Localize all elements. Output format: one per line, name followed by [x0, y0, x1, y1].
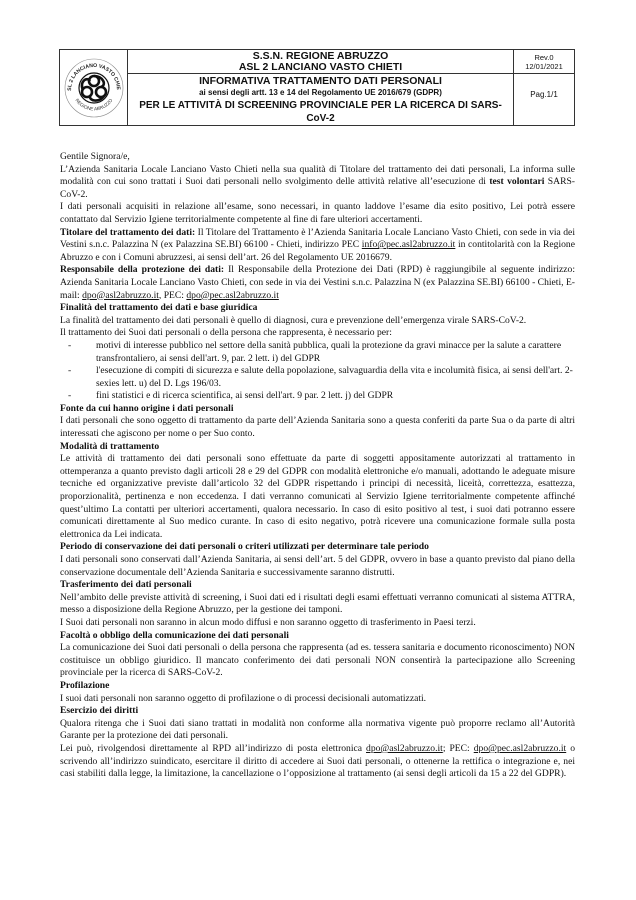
- rpd-paragraph: [60, 264, 575, 302]
- diritti-email-link[interactable]: dpo@asl2abruzzo.it: [366, 742, 443, 754]
- finalita-list-item: - motivi di interesse pubblico nel settore della sanità pubblica, quali la protezione da gravi minacce per la salute a carattere transfrontaliero, ai sensi dell'art. 9, par. 2 lett. i) del GDPR: [96, 340, 575, 365]
- document-body: [60, 151, 575, 781]
- trasferimento-text-2: I Suoi dati personali non saranno in alcun modo diffusi e non saranno oggetto di trasferimento in Paesi terzi.: [60, 616, 476, 628]
- asl-logo-seal: [63, 57, 125, 119]
- titolare-text: Il Titolare del Trattamento è l’Azienda Sanitaria Locale Lanciano Vasto Chieti, con sede in via dei Vestini s.n.c. Palazzina N (ex Palazzina SE.BI) 66100 - Chieti, indirizzo PEC: [60, 226, 575, 251]
- trasferimento-text-1: Nell’ambito delle previste attività di screening, i Suoi dati ed i risultati degli esami effettuati verranno comunicati al sistema ATTRA, messo a disposizione della Regione Abruzzo, per la gestione dei tamponi.: [60, 591, 575, 616]
- section-heading-profilazione: Profilazione: [60, 679, 110, 691]
- intro-bold-text: test volontari: [489, 176, 545, 188]
- diritti-text-end: o scrivendo all’indirizzo suindicato, esercitare il diritto di accedere ai Suoi dati personali, o ottenerne la rettifica o integrazione e, nei casi stabiliti dalla legge, la limitazione, la cancellazione o l’opposizione al trattamento (ai sensi degli articoli da 15 a 22 del GDPR).: [60, 742, 575, 780]
- necessity-paragraph: I dati personali acquisiti in relazione all’esame, sono necessari, in quanto laddove l’esame dia esito positivo, Lei potrà essere contattato dal Servizio Igiene territorialmente competente al fine di fare ulteriori accertamenti.: [60, 201, 575, 225]
- intro-text: L’Azienda Sanitaria Locale Lanciano Vasto Chieti nella sua qualità di Titolare del trattamento dei dati personali, La informa sulle modalità con cui sono trattati i Suoi dati personali nello svolgimento delle attività relative all’esecuzione di: [60, 163, 575, 188]
- rpd-text-mid: , PEC:: [158, 289, 187, 301]
- greeting: Gentile Signora/e,: [60, 151, 130, 162]
- document-scope: PER LE ATTIVITÀ DI SCREENING PROVINCIALE PER LA RICERCA DI SARS-CoV-2: [139, 100, 502, 124]
- titolare-label: Titolare del trattamento dei dati:: [60, 226, 196, 238]
- rpd-email-link[interactable]: dpo@asl2abruzzo.it: [82, 289, 159, 301]
- document-header-table: [59, 49, 575, 126]
- finalita-list-item: - fini statistici e di ricerca scientifica, ai sensi dell'art. 9 par. 2 lett. j) del GDPR: [96, 390, 575, 403]
- page-number: Pag.1/1: [530, 90, 558, 99]
- header-asl-line: ASL 2 LANCIANO VASTO CHIETI: [238, 61, 403, 73]
- section-heading-facolta: Facoltà o obbligo della comunicazione dei dati personali: [60, 629, 289, 641]
- section-heading-periodo: Periodo di conservazione dei dati personali o criteri utilizzati per determinare tale periodo: [60, 541, 429, 553]
- logo-text-bottom: REGIONE ABRUZZO: [74, 97, 114, 111]
- revision-label: Rev.0: [534, 53, 554, 62]
- titolare-text-end: in contitolarità con la Regione Abruzzo e con i Comuni abruzzesi, ai sensi dell’art. 26 del Regolamento UE 2016679.: [60, 239, 575, 263]
- section-heading-fonte: Fonte da cui hanno origine i dati personali: [60, 402, 234, 414]
- diritti-paragraph: [60, 743, 575, 781]
- logo-text-top: SL 2 LANCIANO VASTO CHIE: [66, 62, 121, 91]
- finalita-list-item: - l'esecuzione di compiti di sicurezza e salute della popolazione, salvaguardia della vita e incolumità fisica, ai sensi dell'art. 2-sexies lett. u) del D. Lgs 196/03.: [96, 365, 575, 390]
- rpd-text: Il Responsabile della Protezione dei Dati (RPD) è raggiungibile al seguente indirizzo: Azienda Sanitaria Locale Lanciano Vasto Chieti, con sede in via dei Vestini s.n.c. Palazzina N (ex Palazzina SE.BI) 66100 - Chieti, E-mail:: [60, 264, 575, 301]
- profilazione-text: I suoi dati personali non saranno oggetto di profilazione o di processi decisionali automatizzati.: [60, 692, 427, 704]
- finalita-list: [60, 340, 575, 403]
- periodo-text: I dati personali sono conservati dall’Azienda Sanitaria, ai sensi dell’art. 5 del GDPR, ovvero in base a quanto previsto dal piano della conservazione documentale dell’Azienda Sanitaria e successivamente saranno distrutti.: [60, 554, 575, 578]
- document-subtitle: ai sensi degli artt. 13 e 14 del Regolamento UE 2016/679 (GDPR): [199, 88, 442, 97]
- section-heading-modalita: Modalità di trattamento: [60, 440, 160, 452]
- logo-cell: [60, 50, 128, 125]
- titolare-paragraph: [60, 227, 575, 265]
- intro-text-end: SARS-CoV-2.: [60, 176, 576, 200]
- header-meta-cell: [514, 50, 574, 125]
- revision-date: 12/01/2021: [525, 62, 563, 71]
- finalita-intro: Il trattamento dei Suoi dati personali o della persona che rappresenta, è necessario per:: [60, 327, 392, 339]
- facolta-text: La comunicazione dei Suoi dati personali o della persona che rappresenta (ad es. tessera sanitaria e documento riconoscimento) NON costituisce un obbligo giuridico. Il mancato conferimento dei dati personali NON consentirà la partecipazione allo Screening provinciale per la ricerca di SARS-CoV-2.: [60, 642, 575, 679]
- diritti-text: Lei può, rivolgendosi direttamente al RPD all’indirizzo di posta elettronica: [60, 742, 367, 754]
- rpd-label: Responsabile della protezione dei dati:: [60, 264, 225, 276]
- finalita-text: La finalità del trattamento dei dati personali è quello di diagnosi, cura e prevenzione dell’emergenza virale SARS-CoV-2.: [60, 314, 527, 326]
- section-heading-trasferimento: Trasferimento dei dati personali: [60, 579, 192, 591]
- diritti-text-mid: ; PEC:: [442, 742, 474, 754]
- rpd-pec-link[interactable]: dpo@pec.asl2abruzzo.it: [186, 289, 279, 301]
- intro-paragraph: [60, 164, 575, 202]
- fonte-text: I dati personali che sono oggetto di trattamento da parte dell’Azienda Sanitaria sono a questa conferiti da parte Sua o da parte di altri interessati che agiscono per nome o per Suo conto.: [60, 415, 575, 440]
- section-heading-finalita: Finalità del trattamento dei dati e base giuridica: [60, 302, 258, 314]
- document-title: INFORMATIVA TRATTAMENTO DATI PERSONALI: [199, 75, 442, 87]
- diritti-pec-link[interactable]: dpo@pec.asl2abruzzo.it: [473, 742, 567, 754]
- diritti-text-1: Qualora ritenga che i Suoi dati siano trattati in modalità non conforme alla normativa vigente può proporre reclamo all’Autorità Garante per la protezione dei dati personali.: [60, 717, 575, 742]
- modalita-text: Le attività di trattamento dei dati personali sono effettuate da parte di soggetti appositamente autorizzati al trattamento in ottemperanza a quanto previsto dagli articoli 28 e 29 del GDPR con modalità elettroniche e/o manuali, adottando le adeguate misure tecniche ed organizzative previste dall’articolo 32 del GDPR rispettando i principi di necessità, liceità, correttezza, esattezza, proporzionalità, pertinenza e non eccedenza. I dati verranno comunicati al Servizio Igiene territorialmente competente affinché quest’ultimo La contatti per ulteriori accertamenti, qualora necessario. In caso di esito positivo al test, i suoi dati potranno essere comunicati direttamente al Suo medico curante. In caso di esito negativo, potrà ricevere una comunicazione formale sulla posta elettronica da Lei indicata.: [60, 453, 575, 540]
- header-title-cell: [128, 50, 514, 125]
- titolare-pec-link[interactable]: info@pec.asl2abruzzo.it: [361, 239, 456, 251]
- section-heading-diritti: Esercizio dei diritti: [60, 705, 139, 717]
- triskelion-icon: [81, 76, 105, 101]
- header-ssn-line: S.S.N. REGIONE ABRUZZO: [252, 50, 389, 62]
